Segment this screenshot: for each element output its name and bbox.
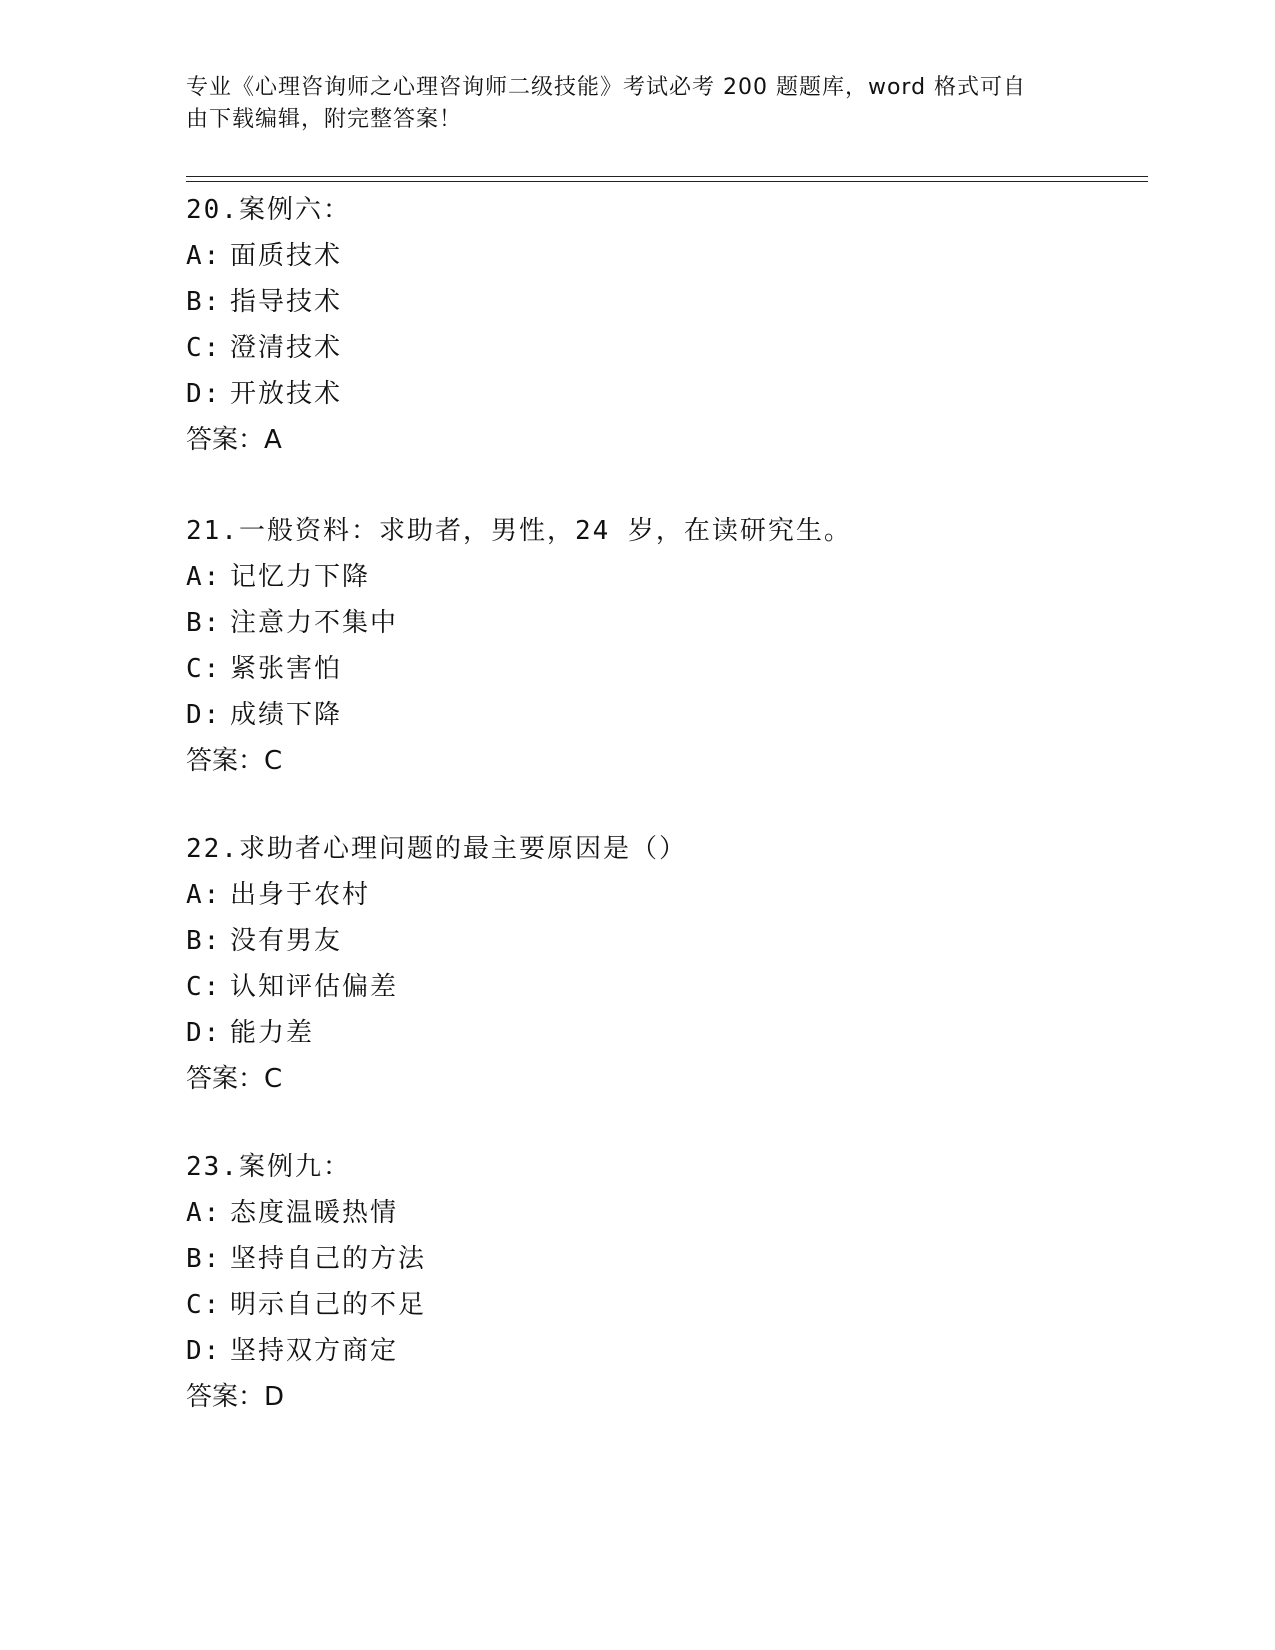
option-text: 澄清技术 bbox=[230, 333, 343, 363]
option-text: 记忆力下降 bbox=[230, 562, 371, 592]
option-a bbox=[186, 1190, 1086, 1236]
answer-line: 答案：C bbox=[186, 746, 283, 776]
answer-line: 答案：D bbox=[186, 1382, 285, 1412]
option-key: B: bbox=[186, 287, 222, 317]
option-text: 认知评估偏差 bbox=[230, 972, 399, 1002]
option-d bbox=[186, 1010, 1086, 1056]
answer-line: 答案：A bbox=[186, 425, 282, 455]
header-line-1: 专业《心理咨询师之心理咨询师二级技能》考试必考 200 题题库，word 格式可自 bbox=[186, 75, 1027, 100]
option-text: 明示自己的不足 bbox=[230, 1290, 427, 1320]
option-key: C: bbox=[186, 654, 222, 684]
option-text: 态度温暖热情 bbox=[230, 1198, 399, 1228]
document-header bbox=[186, 72, 1066, 136]
option-key: D: bbox=[186, 1018, 222, 1048]
option-key: A: bbox=[186, 880, 222, 910]
option-key: A: bbox=[186, 562, 222, 592]
option-b bbox=[186, 600, 1086, 646]
option-text: 紧张害怕 bbox=[230, 654, 343, 684]
option-a bbox=[186, 872, 1086, 918]
option-key: B: bbox=[186, 926, 222, 956]
question-21 bbox=[186, 508, 1086, 784]
option-text: 开放技术 bbox=[230, 379, 343, 409]
header-divider-bottom bbox=[186, 181, 1148, 182]
option-d bbox=[186, 692, 1086, 738]
option-b bbox=[186, 1236, 1086, 1282]
option-text: 坚持自己的方法 bbox=[230, 1244, 427, 1274]
option-key: A: bbox=[186, 1198, 222, 1228]
option-key: B: bbox=[186, 608, 222, 638]
option-c bbox=[186, 1282, 1086, 1328]
option-c bbox=[186, 325, 1086, 371]
question-stem: 23.案例九： bbox=[186, 1152, 351, 1182]
option-key: D: bbox=[186, 1336, 222, 1366]
header-line-2: 由下载编辑，附完整答案！ bbox=[186, 107, 463, 132]
option-a bbox=[186, 233, 1086, 279]
answer-line: 答案：C bbox=[186, 1064, 283, 1094]
question-22 bbox=[186, 826, 1086, 1102]
option-key: D: bbox=[186, 700, 222, 730]
question-20 bbox=[186, 187, 1086, 463]
option-key: C: bbox=[186, 333, 222, 363]
option-key: D: bbox=[186, 379, 222, 409]
option-d bbox=[186, 371, 1086, 417]
option-text: 指导技术 bbox=[230, 287, 343, 317]
option-text: 面质技术 bbox=[230, 241, 343, 271]
question-stem: 20.案例六： bbox=[186, 195, 351, 225]
question-23 bbox=[186, 1144, 1086, 1420]
option-key: C: bbox=[186, 972, 222, 1002]
option-text: 成绩下降 bbox=[230, 700, 343, 730]
option-text: 坚持双方商定 bbox=[230, 1336, 399, 1366]
option-key: A: bbox=[186, 241, 222, 271]
option-text: 没有男友 bbox=[230, 926, 343, 956]
question-stem: 21.一般资料：求助者，男性，24 岁，在读研究生。 bbox=[186, 516, 852, 546]
option-c bbox=[186, 646, 1086, 692]
question-stem: 22.求助者心理问题的最主要原因是（） bbox=[186, 834, 687, 864]
option-b bbox=[186, 918, 1086, 964]
option-b bbox=[186, 279, 1086, 325]
option-a bbox=[186, 554, 1086, 600]
option-text: 能力差 bbox=[230, 1018, 315, 1048]
option-key: C: bbox=[186, 1290, 222, 1320]
option-c bbox=[186, 964, 1086, 1010]
option-text: 出身于农村 bbox=[230, 880, 371, 910]
header-divider-top bbox=[186, 176, 1148, 177]
option-key: B: bbox=[186, 1244, 222, 1274]
option-text: 注意力不集中 bbox=[230, 608, 399, 638]
option-d bbox=[186, 1328, 1086, 1374]
